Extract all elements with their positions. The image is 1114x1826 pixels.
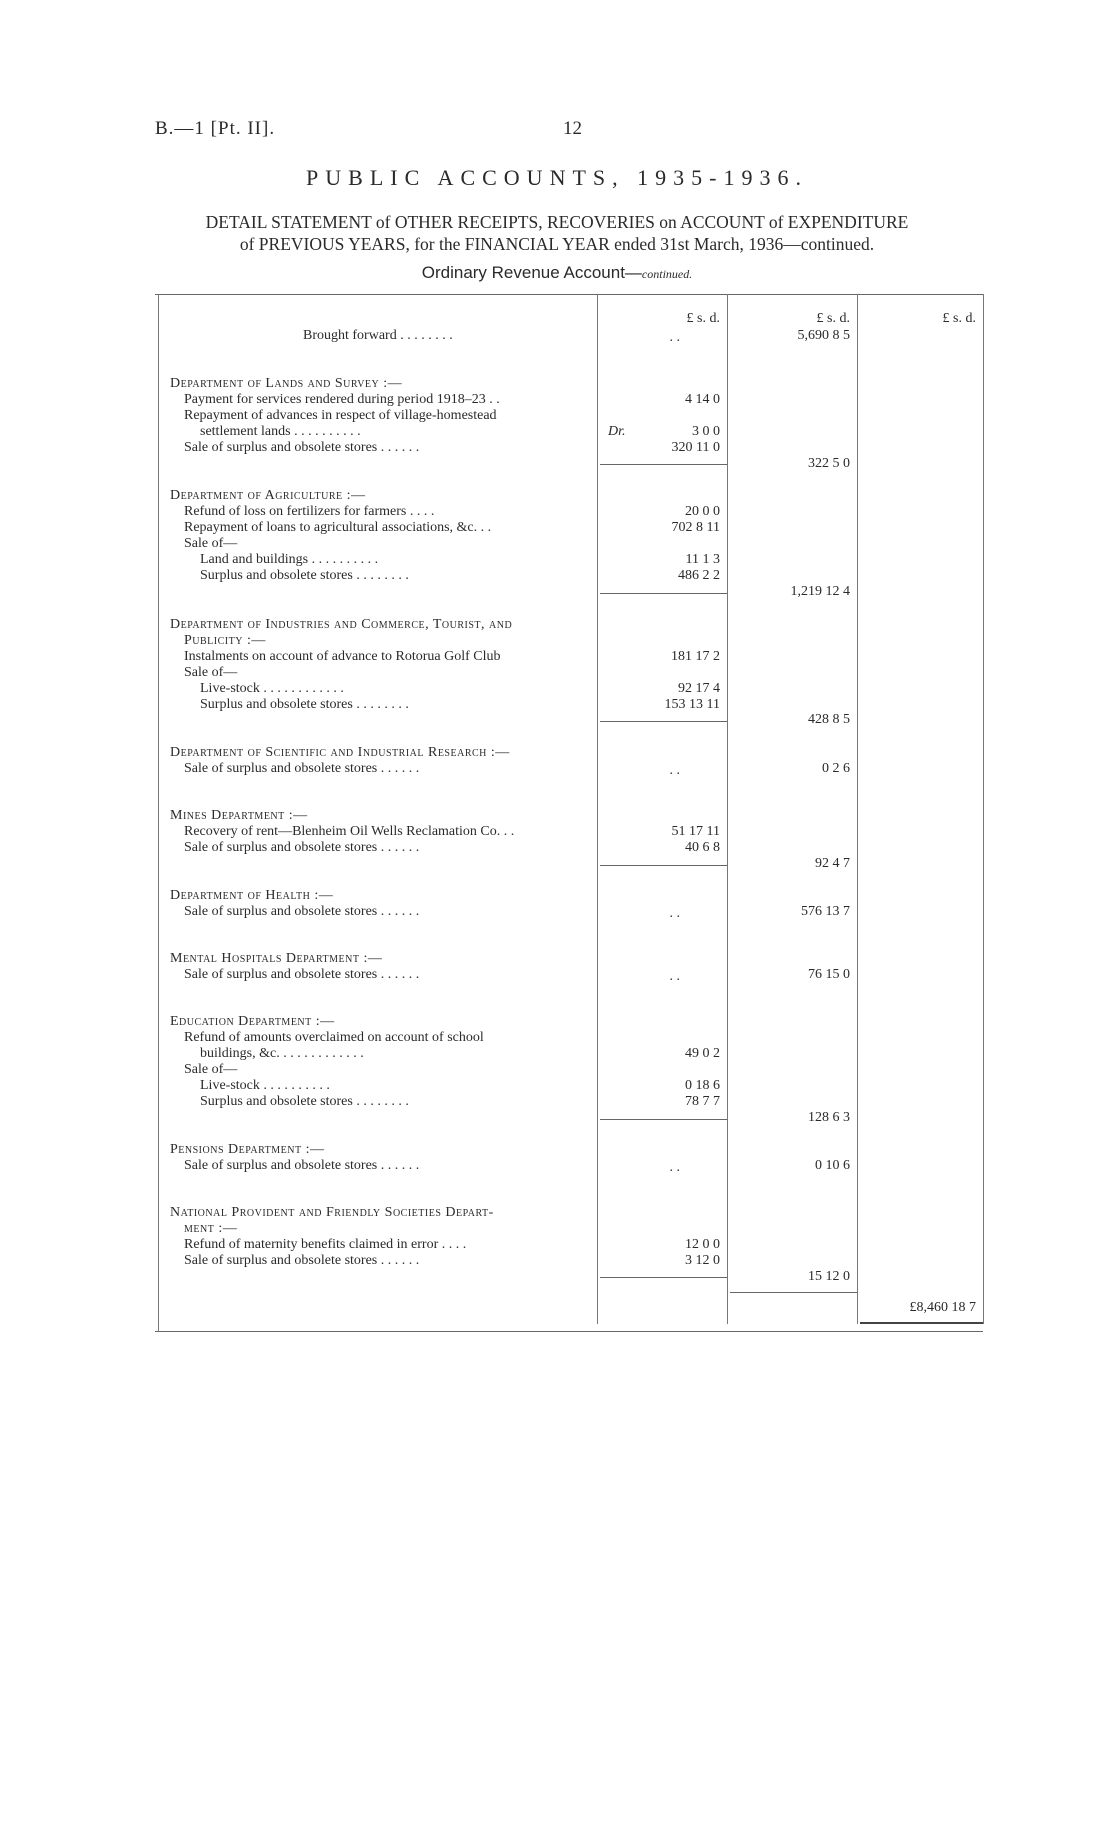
pensions-total: 0 10 6 [815, 1158, 850, 1173]
lands-value-3: 320 11 0 [671, 440, 720, 455]
mines-value-2: 40 6 8 [685, 840, 720, 855]
industries-heading-2: Publicity :— [184, 633, 266, 648]
agriculture-line-5: Surplus and obsolete stores . . . . . . . . [200, 568, 409, 583]
column-divider-4 [983, 294, 984, 1324]
education-line-1a: Refund of amounts overclaimed on account of school [184, 1030, 484, 1045]
health-col1: . . [669, 906, 680, 921]
industries-value-3: 92 17 4 [678, 681, 720, 696]
table-top-border [155, 294, 983, 295]
mental-heading: Mental Hospitals Department :— [170, 951, 383, 966]
education-value-1: 49 0 2 [685, 1046, 720, 1061]
lands-line-3: Sale of surplus and obsolete stores . . . . . . [184, 440, 420, 455]
industries-heading-1: Department of Industries and Commerce, Tourist, and [170, 617, 513, 632]
subtitle-line-2: of PREVIOUS YEARS, for the FINANCIAL YEAR ended 31st March, 1936—continued. [239, 234, 875, 254]
education-line-3: Live-stock . . . . . . . . . . [200, 1078, 330, 1093]
industries-subtotal-rule [600, 721, 727, 722]
lands-debit-marker: Dr. [608, 424, 626, 439]
provident-value-1: 12 0 0 [685, 1237, 720, 1252]
agriculture-total: 1,219 12 4 [790, 584, 850, 599]
grand-total-double-rule [860, 1322, 983, 1324]
education-value-4: 78 7 7 [685, 1094, 720, 1109]
mental-line-1: Sale of surplus and obsolete stores . . . . . . [184, 967, 420, 982]
scientific-heading: Department of Scientific and Industrial Research :— [170, 745, 510, 760]
mental-total: 76 15 0 [808, 967, 850, 982]
provident-heading-1: National Provident and Friendly Societies Depart- [170, 1205, 494, 1220]
education-value-3: 0 18 6 [685, 1078, 720, 1093]
education-line-1b: buildings, &c. . . . . . . . . . . . . [200, 1046, 364, 1061]
health-total: 576 13 7 [801, 904, 850, 919]
mines-value-1: 51 17 11 [671, 824, 720, 839]
scientific-line-1: Sale of surplus and obsolete stores . . . . . . [184, 761, 420, 776]
mines-line-2: Sale of surplus and obsolete stores . . . . . . [184, 840, 420, 855]
provident-heading-2: ment :— [184, 1221, 238, 1236]
education-subtotal-rule [600, 1119, 727, 1120]
column-header-3: £ s. d. [942, 311, 976, 326]
agriculture-line-2: Repayment of loans to agricultural associations, &c. . . [184, 520, 492, 535]
section-heading-main: Ordinary Revenue Account— [421, 263, 642, 282]
pensions-line-1: Sale of surplus and obsolete stores . . . . . . [184, 1158, 420, 1173]
column-2-total-rule [730, 1292, 857, 1293]
lands-line-2b: settlement lands . . . . . . . . . . [200, 424, 361, 439]
document-reference: B.—1 [Pt. II]. [155, 118, 276, 139]
mines-line-1: Recovery of rent—Blenheim Oil Wells Reclamation Co. . . [184, 824, 515, 839]
lands-total: 322 5 0 [808, 456, 850, 471]
mental-col1: . . [669, 969, 680, 984]
provident-total: 15 12 0 [808, 1269, 850, 1284]
industries-line-3: Live-stock . . . . . . . . . . . . [200, 681, 344, 696]
lands-line-1: Payment for services rendered during period 1918–23 . . [184, 392, 500, 407]
agriculture-heading: Department of Agriculture :— [170, 488, 366, 503]
education-total: 128 6 3 [808, 1110, 850, 1125]
table-left-border [158, 294, 159, 1332]
grand-total: £8,460 18 7 [909, 1300, 976, 1315]
mines-heading: Mines Department :— [170, 808, 308, 823]
provident-value-2: 3 12 0 [685, 1253, 720, 1268]
education-line-4: Surplus and obsolete stores . . . . . . . . [200, 1094, 409, 1109]
table-bottom-border [155, 1331, 983, 1332]
subtitle-line-1: DETAIL STATEMENT of OTHER RECEIPTS, RECOVERIES on ACCOUNT of EXPENDITURE [205, 212, 909, 232]
health-heading: Department of Health :— [170, 888, 334, 903]
brought-forward-label: Brought forward . . . . . . . . [303, 328, 453, 343]
column-header-1: £ s. d. [686, 311, 720, 326]
lands-line-2a: Repayment of advances in respect of village-homestead [184, 408, 497, 423]
industries-line-1: Instalments on account of advance to Rotorua Golf Club [184, 649, 501, 664]
mines-subtotal-rule [600, 865, 727, 866]
lands-value-2: 3 0 0 [692, 424, 720, 439]
agriculture-subtotal-rule [600, 593, 727, 594]
page-title: PUBLIC ACCOUNTS, 1935-1936. [306, 165, 808, 190]
lands-value-1: 4 14 0 [685, 392, 720, 407]
lands-subtotal-rule [600, 464, 727, 465]
column-header-2: £ s. d. [816, 311, 850, 326]
education-line-2: Sale of— [184, 1062, 238, 1077]
column-divider-2 [727, 294, 728, 1324]
section-heading-continued: continued. [641, 267, 693, 281]
pensions-heading: Pensions Department :— [170, 1142, 325, 1157]
industries-value-4: 153 13 11 [664, 697, 720, 712]
scientific-col1: . . [669, 763, 680, 778]
brought-forward-col2: 5,690 8 5 [797, 328, 850, 343]
agriculture-value-1: 20 0 0 [685, 504, 720, 519]
agriculture-value-4: 11 1 3 [685, 552, 720, 567]
agriculture-value-2: 702 8 11 [671, 520, 720, 535]
provident-line-1: Refund of maternity benefits claimed in error . . . . [184, 1237, 467, 1252]
statement-subtitle [0, 211, 1114, 255]
industries-line-2: Sale of— [184, 665, 238, 680]
agriculture-value-5: 486 2 2 [678, 568, 720, 583]
agriculture-line-4: Land and buildings . . . . . . . . . . [200, 552, 379, 567]
column-divider-1 [597, 294, 598, 1324]
mines-total: 92 4 7 [815, 856, 850, 871]
agriculture-line-1: Refund of loss on fertilizers for farmers . . . . [184, 504, 435, 519]
education-heading: Education Department :— [170, 1014, 335, 1029]
agriculture-line-3: Sale of— [184, 536, 238, 551]
health-line-1: Sale of surplus and obsolete stores . . . . . . [184, 904, 420, 919]
brought-forward-col1: . . [669, 330, 680, 345]
column-divider-3 [857, 294, 858, 1324]
provident-line-2: Sale of surplus and obsolete stores . . . . . . [184, 1253, 420, 1268]
provident-subtotal-rule [600, 1277, 727, 1278]
industries-total: 428 8 5 [808, 712, 850, 727]
section-heading [0, 263, 1114, 283]
industries-line-4: Surplus and obsolete stores . . . . . . . . [200, 697, 409, 712]
lands-heading: Department of Lands and Survey :— [170, 376, 403, 391]
industries-value-1: 181 17 2 [671, 649, 720, 664]
pensions-col1: . . [669, 1160, 680, 1175]
page-number: 12 [563, 118, 582, 139]
scientific-total: 0 2 6 [822, 761, 850, 776]
